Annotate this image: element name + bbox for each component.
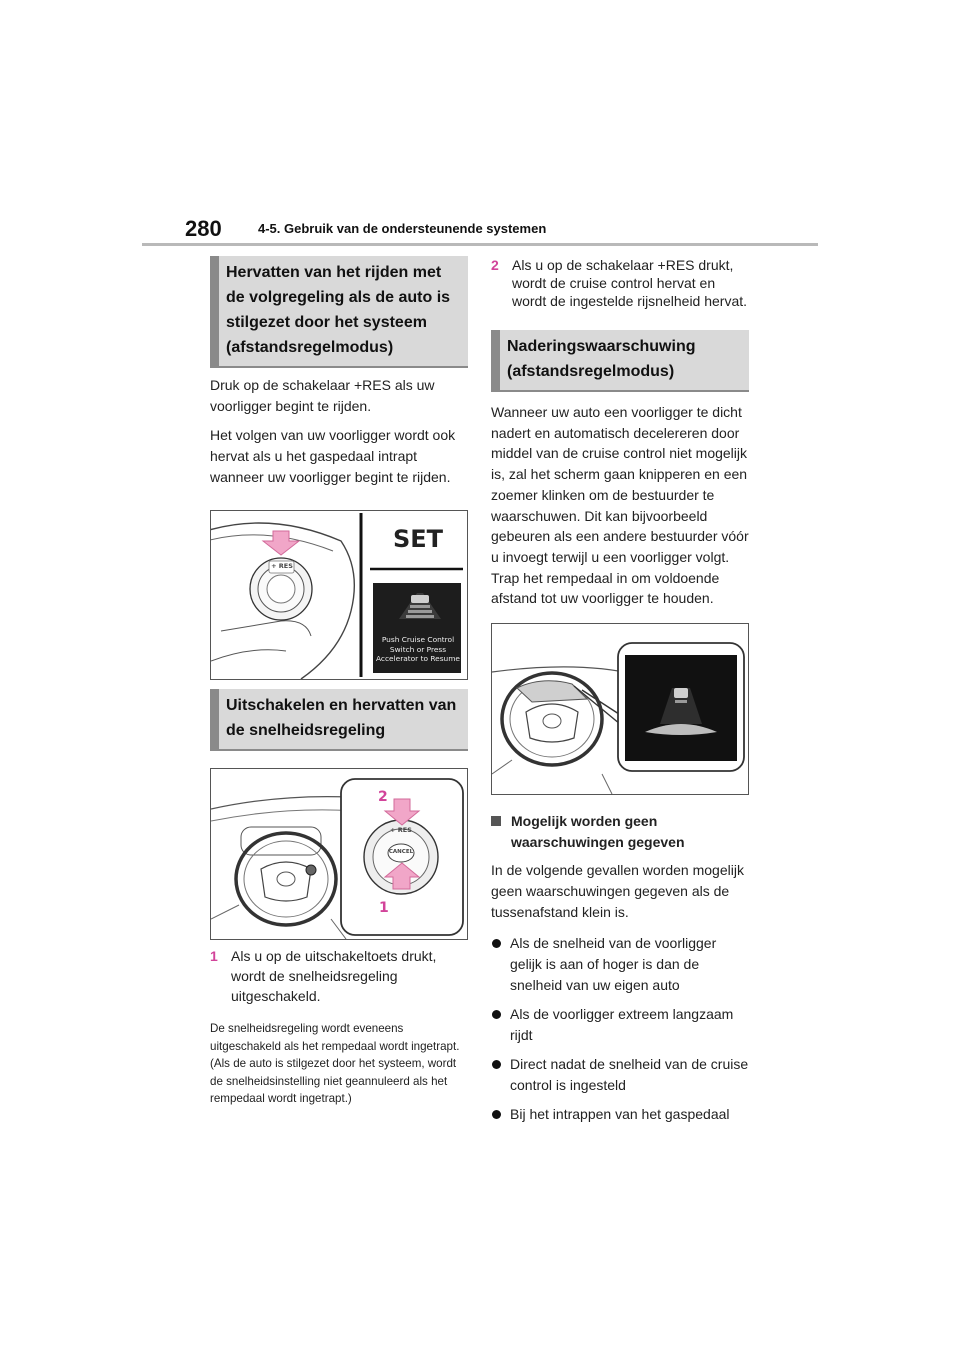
left-column: [210, 256, 468, 1108]
bullet-dot-icon: [492, 1060, 501, 1069]
bullet-dot-icon: [492, 939, 501, 948]
callout-1: 1: [379, 900, 389, 916]
bullet-item: [491, 1054, 749, 1096]
step-1-text: Als u op de uitschakeltoets drukt, wordt de snelheidsregeling uitgeschakeld.: [231, 948, 437, 1004]
bullet-item: [491, 1104, 749, 1125]
figure-approach-warning: [491, 623, 749, 795]
bullet-text: Als de snelheid van de voorligger gelijk is aan of hoger is dan de snelheid van uw eigen auto: [510, 935, 717, 994]
bullet-text: Bij het intrappen van het gaspedaal: [510, 1106, 730, 1123]
brake-note: De snelheidsregeling wordt eveneens uitgeschakeld als het rempedaal wordt ingetrapt. (Als de auto is stilgezet door het systeem, wordt de snelheidsinstelling niet geannuleerd als het rempedaal wordt ingetrapt.): [210, 1022, 460, 1105]
callout-2: 2: [378, 789, 388, 805]
res-switch-label: + RES: [271, 562, 293, 570]
subheading-no-warnings: [491, 811, 749, 853]
paragraph-no-warnings: In de volgende gevallen worden mogelijk geen waarschuwingen gegeven als de tussenafstand klein is.: [491, 862, 744, 921]
paragraph-press-res: Druk op de schakelaar +RES als uw voorligger begint te rijden.: [210, 377, 435, 414]
right-column: [491, 256, 749, 1125]
figure-cancel-switch: [210, 768, 468, 940]
bullet-text: Direct nadat de snelheid van de cruise control is ingesteld: [510, 1056, 749, 1094]
section-heading-resume: Hervatten van het rijden met de volgregeling als de auto is stilgezet door het systeem (afstandsregelmodus): [210, 256, 468, 368]
section-heading-cancel-resume: Uitschakelen en hervatten van de snelheidsregeling: [210, 689, 468, 751]
res-button-label: + RES: [390, 826, 412, 834]
resume-message: Push Cruise Control Switch or Press Accelerator to Resume: [376, 635, 460, 663]
bullet-dot-icon: [492, 1010, 501, 1019]
figure-res-switch: [210, 510, 468, 680]
paragraph-approach-warning: Wanneer uw auto een voorligger te dicht nadert en automatisch decelereren door middel van de cruise control niet mogelijk is, zal het scherm gaan knipperen en een zoemer klinken om de bestuurder te waarschuwen. Dit kan bijvoorbeeld gebeuren als een andere bestuurder vóór u invoegt terwijl u een voorligger volgt. Trap het rempedaal in om voldoende afstand tot uw voorligger te houden.: [491, 404, 749, 607]
header-rule: [142, 243, 818, 246]
bullet-dot-icon: [492, 1110, 501, 1119]
bullet-text: Als de voorligger extreem langzaam rijdt: [510, 1006, 734, 1044]
page-number: 280: [185, 216, 222, 241]
set-indicator: SET: [393, 525, 444, 553]
step-2-text: Als u op de schakelaar +RES drukt, wordt de cruise control hervat en wordt de ingestelde rijsnelheid hervat.: [512, 257, 748, 309]
cockpit-illustration: [211, 769, 467, 939]
subheading-text: Mogelijk worden geen waarschuwingen gegeven: [511, 813, 685, 851]
paragraph-accelerator: Het volgen van uw voorligger wordt ook hervat als u het gaspedaal intrapt wanneer uw voorligger begint te rijden.: [210, 427, 456, 485]
bullet-item: [491, 1004, 749, 1046]
square-bullet-icon: [491, 816, 501, 826]
step-2: [491, 256, 749, 310]
section-heading-approach-warning: Naderingswaarschuwing (afstandsregelmodus): [491, 330, 749, 392]
warning-display-illustration: [492, 624, 748, 794]
running-head: 4-5. Gebruik van de ondersteunende systemen: [258, 221, 547, 236]
bullet-item: [491, 933, 749, 996]
cancel-button-label: CANCEL: [388, 849, 414, 855]
step-2-number: 2: [491, 257, 499, 273]
step-1-number: 1: [210, 948, 218, 964]
step-1: [210, 946, 468, 1006]
